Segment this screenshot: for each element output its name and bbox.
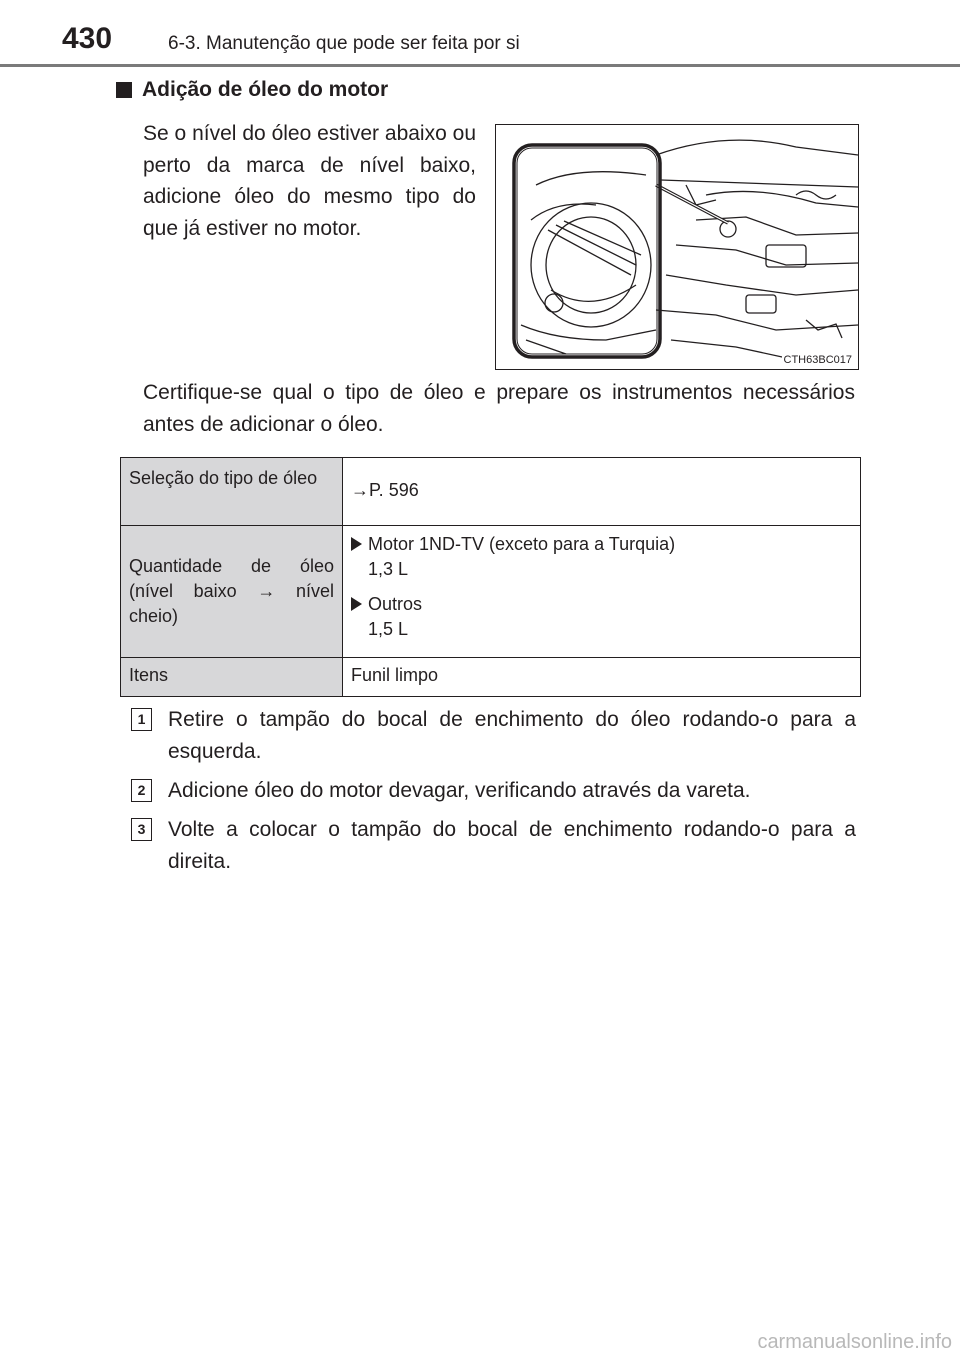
step-text: Retire o tampão do bocal de enchimento do óleo rodando-o para a esquerda. (168, 708, 856, 763)
table-label-cell (121, 458, 343, 526)
table-value-cell (343, 526, 861, 658)
oil-amount: 1,5 L (368, 619, 409, 639)
section-title (116, 78, 388, 102)
engine-name: Motor 1ND-TV (exceto para a Turquia) (368, 534, 676, 554)
triangle-bullet-icon (351, 537, 362, 551)
oil-quantity-label: Quantidade de óleo (nível baixo → nível cheio) (129, 556, 334, 626)
oil-amount: 1,3 L (368, 559, 409, 579)
engine-name: Outros (368, 594, 423, 614)
step-number-badge: 2 (131, 779, 152, 802)
running-header: 6-3. Manutenção que pode ser feita por si (168, 33, 520, 54)
items-value: Funil limpo (351, 665, 439, 685)
table-value-cell (343, 458, 861, 526)
table-label-cell (121, 658, 343, 697)
oil-type-label: Seleção do tipo de óleo (129, 468, 318, 488)
table-value-cell (343, 658, 861, 697)
step-number-badge: 1 (131, 708, 152, 731)
figure-code: CTH63BC017 (783, 354, 852, 366)
table-row (121, 526, 861, 658)
triangle-bullet-icon (351, 597, 362, 611)
table-label-cell (121, 526, 343, 658)
oil-type-reference: →P. 596 (351, 480, 419, 500)
preparation-paragraph: Certifique-se qual o tipo de óleo e prepare os instrumentos necessários antes de adicionar o óleo. (143, 381, 855, 436)
table-row (121, 458, 861, 526)
page-number: 430 (62, 22, 113, 55)
step-text: Volte a colocar o tampão do bocal de enchimento rodando-o para a direita. (168, 818, 856, 873)
square-bullet-icon (116, 82, 132, 98)
section-title-text: Adição de óleo do motor (142, 78, 389, 101)
oil-filler-cap-figure (495, 124, 859, 370)
header-divider (0, 64, 960, 67)
step-number-badge: 3 (131, 818, 152, 841)
intro-paragraph: Se o nível do óleo estiver abaixo ou perto da marca de nível baixo, adicione óleo do mesmo tipo do que já estiver no motor. (143, 122, 476, 240)
list-item (351, 532, 852, 557)
list-item (351, 592, 852, 617)
engine-illustration (496, 125, 858, 369)
step-text: Adicione óleo do motor devagar, verificando através da vareta. (168, 779, 751, 802)
table-row (121, 658, 861, 697)
watermark: carmanualsonline.info (757, 1331, 952, 1353)
items-label: Itens (129, 665, 169, 685)
oil-spec-table (120, 457, 861, 697)
